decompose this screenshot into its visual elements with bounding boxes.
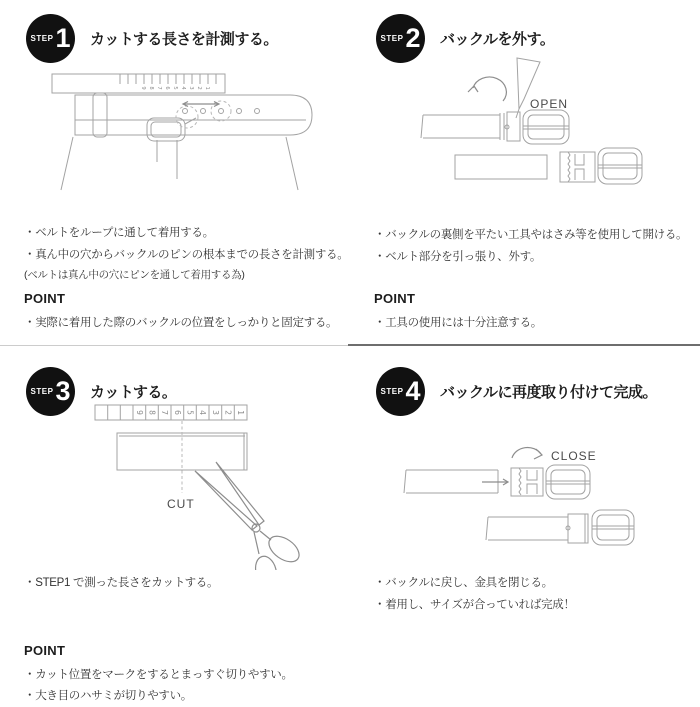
step3-section [0, 349, 350, 700]
point-line: ・実際に着用した際のバックルの位置をしっかりと固定する。 [24, 317, 338, 329]
buckle [147, 118, 196, 141]
scissors-icon [195, 462, 304, 570]
ruler-digit: 2 [196, 86, 202, 90]
ruler-numbers [135, 410, 245, 415]
instruction-line: ・ベルト部分を引っ張り、外す。 [374, 251, 542, 263]
step3-point [24, 643, 348, 707]
step4-illustration [370, 420, 700, 565]
step2-section [350, 0, 700, 345]
step3-instructions [24, 572, 348, 594]
close-label: CLOSE [551, 449, 597, 463]
ruler-digit: 1 [204, 86, 210, 90]
point-line: ・大き目のハサミが切りやすい。 [24, 690, 192, 702]
step3-illustration [20, 400, 350, 575]
ruler-digit: 4 [180, 86, 186, 90]
belt-loop [93, 93, 107, 137]
step-badge-label: STEP [30, 387, 54, 396]
step1-title: カットする長さを計測する。 [90, 31, 278, 48]
ruler-digit: 8 [147, 410, 157, 415]
point-line: ・工具の使用には十分注意する。 [374, 317, 542, 329]
step2-illustration [370, 55, 700, 220]
point-heading: POINT [24, 643, 66, 658]
instruction-line: ・バックルに戻し、金具を閉じる。 [374, 577, 553, 589]
step3-title: カットする。 [90, 384, 177, 401]
cut-label: CUT [167, 497, 195, 511]
ruler-digit: 7 [156, 86, 162, 90]
step4-title: バックルに再度取り付けて完成。 [440, 384, 658, 401]
ruler-digit: 4 [198, 410, 208, 415]
step2-point [374, 291, 698, 334]
ruler-digit: 9 [134, 410, 144, 415]
step-badge-number: 2 [405, 23, 421, 53]
step-badge-number: 1 [55, 23, 71, 53]
step-badge-number: 4 [405, 376, 421, 406]
instruction-note: (ベルトは真ん中の穴にピンを通して着用する為) [24, 269, 245, 281]
buckle-remove-drawing [370, 55, 700, 215]
step-badge-label: STEP [380, 387, 404, 396]
ruler-digit: 8 [148, 86, 154, 90]
instruction-line: ・STEP1 で測った長さをカットする。 [24, 577, 219, 589]
ruler-digit: 7 [160, 410, 170, 415]
step1-point [24, 291, 348, 334]
step1-badge [26, 14, 75, 63]
step1-instructions [24, 222, 348, 284]
belt-finished [486, 510, 634, 545]
step1-illustration [20, 62, 350, 217]
ruler-digit: 3 [210, 410, 220, 415]
step-badge-label: STEP [380, 34, 404, 43]
buckle-open [511, 465, 590, 499]
step-badge-label: STEP [30, 34, 54, 43]
buckle-reattach-drawing [370, 420, 700, 560]
ruler-digit: 5 [185, 410, 195, 415]
step4-instructions [374, 572, 698, 616]
close-arrow-icon [512, 448, 542, 459]
step4-header [376, 367, 657, 416]
belt-separated [455, 148, 642, 184]
instruction-line: ・ベルトをループに通して着用する。 [24, 227, 214, 239]
ruler-numbers [140, 86, 210, 90]
ruler-digit: 6 [172, 410, 182, 415]
ruler-digit: 5 [172, 86, 178, 90]
step-badge-number: 3 [55, 376, 71, 406]
belt-measure-drawing [20, 62, 350, 212]
section-divider-right [348, 344, 700, 346]
point-heading: POINT [24, 291, 66, 306]
ruler [52, 74, 225, 93]
step1-header [26, 14, 278, 63]
belt [61, 95, 312, 190]
ruler-digit: 2 [223, 410, 233, 415]
insert-arrow [482, 479, 508, 485]
ruler-digit: 1 [236, 410, 246, 415]
open-label: OPEN [530, 97, 569, 111]
step2-instructions [374, 224, 698, 268]
step4-section [350, 349, 700, 700]
belt-with-buckle [421, 110, 569, 144]
open-arrow-icon [468, 77, 506, 101]
measure-arrow [183, 102, 219, 107]
step2-title: バックルを外す。 [440, 31, 555, 48]
instruction-line: ・着用し、サイズが合っていれば完成！ [374, 599, 575, 611]
step1-section [0, 0, 350, 345]
point-line: ・カット位置をマークをするとまっすぐ切りやすい。 [24, 669, 293, 681]
ruler-digit: 3 [188, 86, 194, 90]
ruler-digit: 6 [164, 86, 170, 90]
point-heading: POINT [374, 291, 416, 306]
step4-badge [376, 367, 425, 416]
instruction-line: ・バックルの裏側を平たい工具やはさみ等を使用して開ける。 [374, 229, 688, 241]
section-divider-left [0, 345, 348, 346]
instruction-line: ・真ん中の穴からバックルのピンの根本までの長さを計測する。 [24, 249, 349, 261]
belt-cut-drawing [20, 400, 350, 570]
ruler-digit: 9 [140, 86, 146, 90]
